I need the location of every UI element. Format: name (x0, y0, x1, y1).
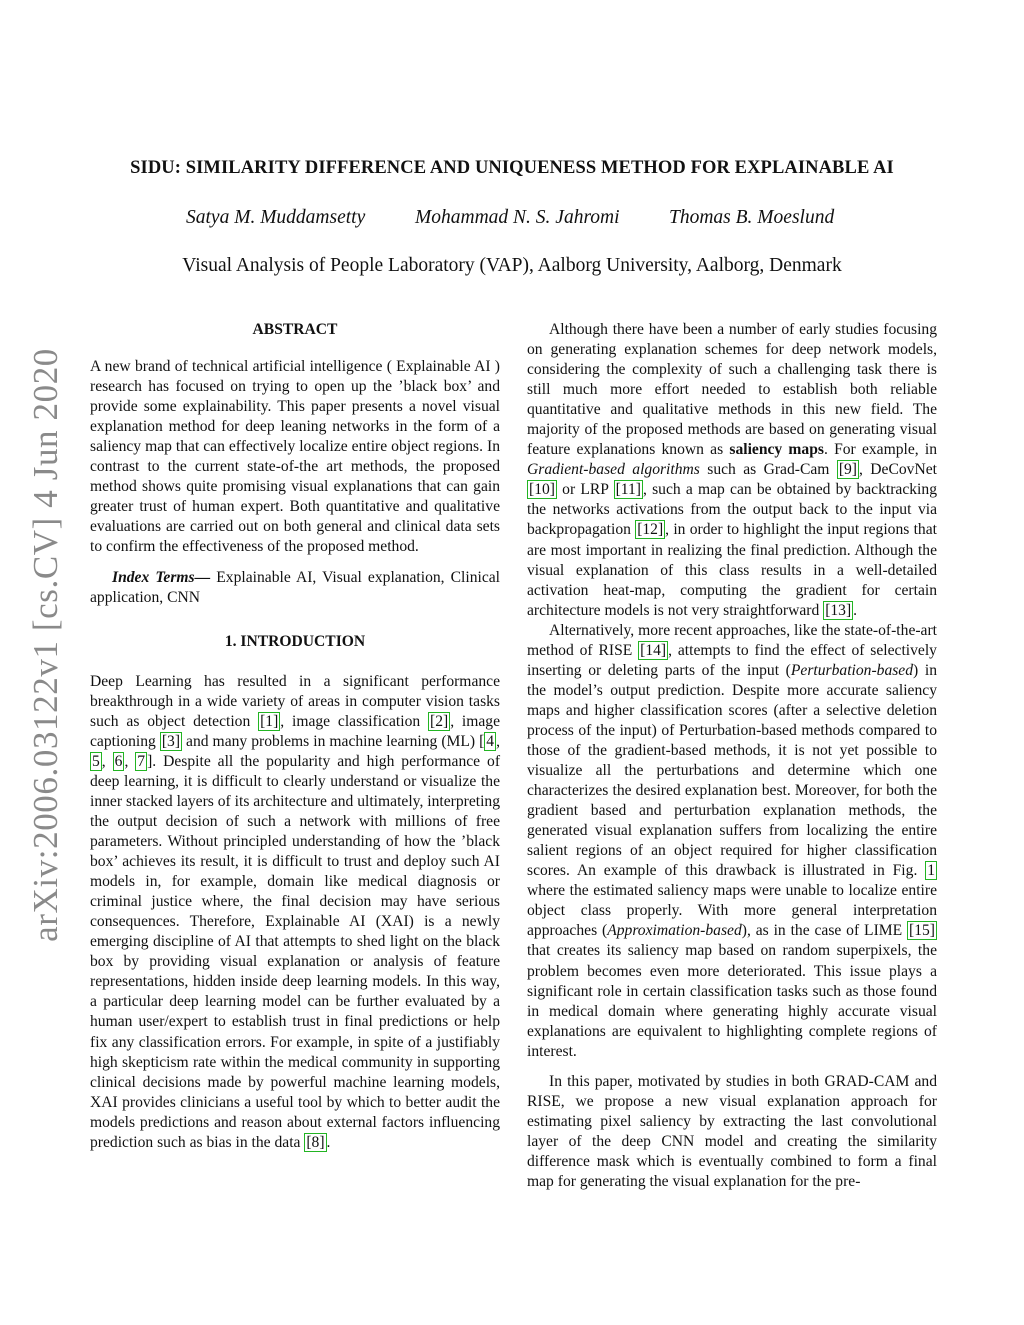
index-terms-label: Index Terms— (112, 568, 211, 586)
affiliation: Visual Analysis of People Laboratory (VAP), Aalborg University, Aalborg, Denmark (182, 255, 842, 276)
citation-link[interactable]: 6 (114, 752, 123, 770)
arxiv-identifier: arXiv:2006.03122v1 [cs.CV] 4 Jun 2020 (26, 348, 65, 942)
citation-link[interactable]: [8] (306, 1133, 325, 1151)
intro-paragraph-2: Although there have been a number of early studies focusing on generating explanation schemes for deep network models, considering the complexity of such a challenging task there is still much more effort needed to establish both reliable quantitative and qualitative methods in this new field. The majority of the proposed methods are based on generating visual feature explanations known as saliency maps. For example, in Gradient-based algorithms such as Grad-Cam [9] , DeCovNet [10] or LRP [11] , such a map can be obtained by backtracking the networks activations from the output back to the input via backpropagation [12] , in order to highlight the input regions that are most important in realizing the final prediction. Although the visual explanation of this class results in a well-detailed activation heat-map, computing the gradient for certain architecture models is not very straightforward [13] . (527, 321, 938, 619)
introduction-heading: 1. INTRODUCTION (224, 632, 366, 650)
index-terms-text: Explainable AI, Visual explanation, Clinical application, CNN (90, 568, 501, 606)
citation-link[interactable]: [3] (161, 732, 181, 750)
intro-paragraph-1: Deep Learning has resulted in a significant performance breakthrough in a wide variety of areas in computer vision tasks such as object detection [1] , image classification [2] , image captioning [3] and many problems in machine learning (ML) [ 4 , 5 , 6 , 7 ]. Despite all the popularity and high performance of deep learning, it is difficult to clearly understand or visualize the inner stacked layers of its architecture and ultimately, interpreting the output decision of such a network with millions of free parameters. Without principled understanding of how the ’black box’ achieves its result, it is difficult to trust and deploy such AI models in, for example, domain like medical diagnosis or criminal justice where, the final decision may have serious consequences. Therefore, Explainable AI (XAI) is a newly emerging discipline of AI that attempts to shed light on the black box by providing visual explanation or analysis of feature representations, hidden inside deep learning models. In this way, a particular deep learning model can be further evaluated by a human user/expert to establish trust in final predictions or help fix any classification errors. For example, in spite of a justifiably high skepticism rate within the medical community in supporting clinical decisions made by powerful machine learning models, XAI provides clinicians a useful tool by which to better audit the models predictions and reason about external factors influencing prediction such as bias in the data [8] . (90, 672, 501, 1151)
figure-link[interactable]: 1 (927, 862, 935, 880)
citation-link[interactable]: [13] (825, 601, 852, 619)
citation-link[interactable]: 4 (486, 732, 495, 750)
abstract-heading: ABSTRACT (252, 321, 338, 338)
citation-link[interactable]: [10] (529, 481, 555, 499)
citation-link[interactable]: 7 (137, 752, 146, 770)
citation-link[interactable]: [12] (637, 521, 664, 539)
right-column (527, 320, 937, 1192)
abstract-text: A new brand of technical artificial intelligence ( Explainable AI ) research has focused on trying to open up the ’black box’ and provide some explainability. This paper presents a novel visual explanation method for deep leaning networks in the form of a saliency map that can effectively localize entire object regions. In contrast to the current state-of-the art methods, the proposed method shows quite promising visual explanations that can gain greater trust of human expert. Both quantitative and qualitative evaluations are carried out on both general and clinical data sets to confirm the effectiveness of the proposed method. (90, 358, 500, 556)
citation-link[interactable]: 5 (92, 752, 100, 770)
citation-link[interactable]: [2] (430, 712, 449, 730)
index-terms (90, 568, 500, 608)
paper-title: SIDU: SIMILARITY DIFFERENCE AND UNIQUENESS METHOD FOR EXPLAINABLE AI (130, 158, 894, 178)
left-column (90, 320, 500, 1153)
author-1: Satya M. Muddamsetty (186, 207, 366, 228)
intro-paragraph-3: Alternatively, more recent approaches, like the state-of-the-art method of RISE [14] , attempts to find the effect of selectively inserting or deleting parts of the input (Perturbation-based) in the model’s output prediction. Despite more accurate saliency maps and higher classification scores (after a selective deletion process of the input) of Perturbation-based methods compared to those of the gradient-based methods, it is not yet possible to visualize all the perturbations and determine which one characterizes the desired explanation best. Moreover, for both the gradient based and perturbation explanation methods, the generated visual explanation suffers from localizing the entire salient regions of an object required for higher classification scores. An example of this drawback is illustrated in Fig. 1 where the estimated saliency maps were unable to localize entire object class properly. With more general interpretation approaches (Approximation-based), as in the case of LIME [15] that creates its saliency map based on random superpixels, the problem becomes even more deteriorated. This issue plays a significant role in certain classification tasks such as those found in medical domain where generating highly accurate visual explanations are equivalent to highlighting complete regions of interest. (527, 621, 937, 1060)
citation-link[interactable]: [15] (909, 922, 935, 940)
author-2: Mohammad N. S. Jahromi (415, 207, 620, 228)
citation-link[interactable]: [11] (615, 481, 641, 499)
intro-paragraph-4: In this paper, motivated by studies in both GRAD-CAM and RISE, we propose a new visual explanation approach for estimating pixel saliency by extracting the last convolutional layer of the deep CNN model and creating the similarity difference mask which is eventually combined to form a final map for generating the visual explanation for the pre- (527, 1072, 937, 1190)
citation-link[interactable]: [9] (838, 461, 857, 479)
author-3: Thomas B. Moeslund (669, 207, 835, 228)
citation-link[interactable]: [1] (260, 712, 279, 730)
citation-link[interactable]: [14] (640, 641, 667, 659)
